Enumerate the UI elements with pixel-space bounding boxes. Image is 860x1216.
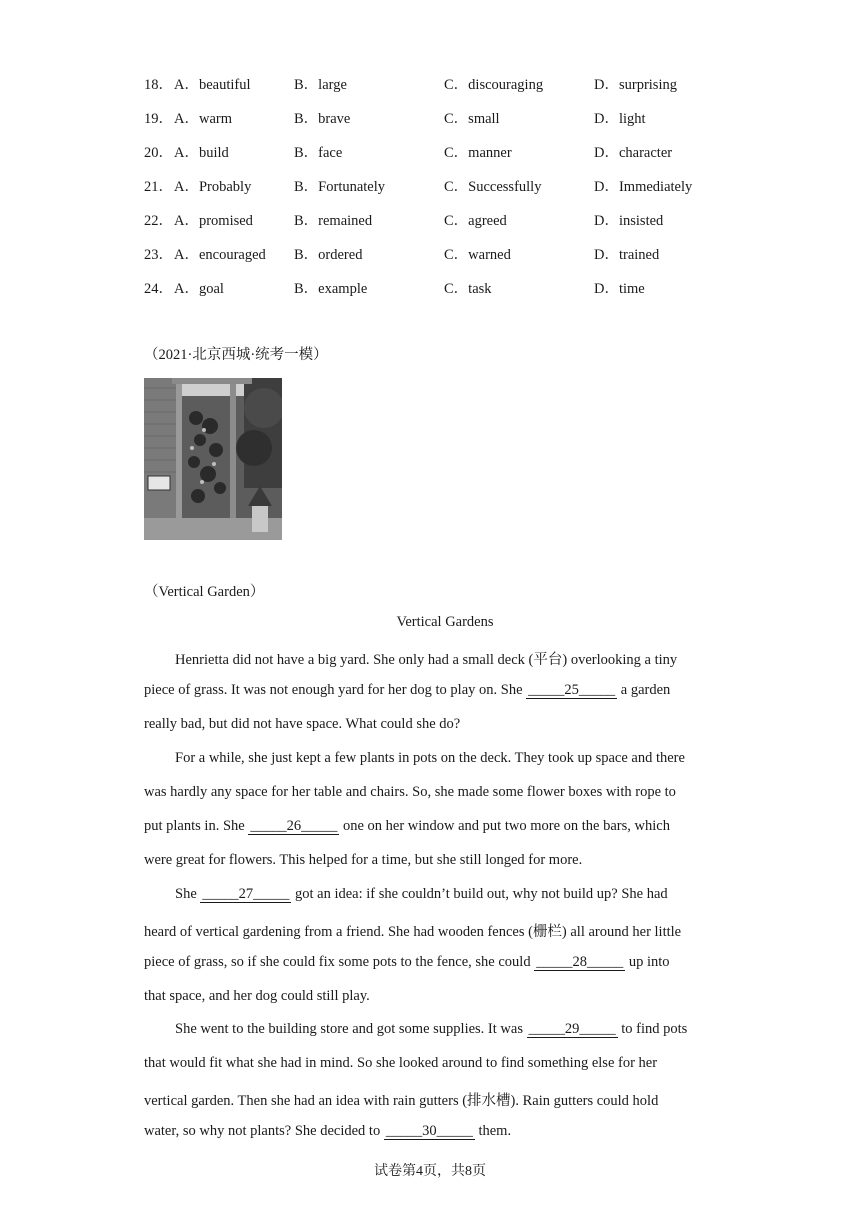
option-c: C．warned (444, 247, 511, 263)
option-a: A．encouraged (174, 247, 266, 263)
option-a: A．warm (174, 111, 232, 127)
question-row (144, 209, 744, 229)
line-text: She went to the building store and got some supplies. It was (175, 1021, 527, 1037)
line-text: a garden (617, 682, 671, 698)
option-d: D．Immediately (594, 179, 693, 195)
option-c: C．manner (444, 145, 512, 161)
blank-25: _____25_____ (528, 682, 616, 698)
line-text: that would fit what she had in mind. So she looked around to find something else for her (144, 1055, 658, 1071)
blank-26: _____26_____ (250, 818, 338, 834)
question-number: 20． (144, 145, 173, 161)
passage-line (144, 1089, 658, 1110)
question-row (144, 141, 744, 161)
line-text: really bad, but did not have space. What could she do? (144, 716, 461, 732)
option-a: A．goal (174, 281, 224, 297)
passage-line (144, 784, 676, 801)
passage-line (144, 852, 582, 869)
option-b: B．remained (294, 213, 373, 229)
option-c: C．task (444, 281, 492, 297)
passage-line (144, 920, 681, 941)
passage-line (144, 954, 670, 971)
passage-title: Vertical Gardens (396, 614, 494, 630)
image-caption: （Vertical Garden） (144, 584, 265, 600)
option-d: D．time (594, 281, 645, 297)
question-row (144, 277, 744, 297)
question-row (144, 243, 744, 263)
passage-line (175, 1021, 687, 1038)
question-number: 24． (144, 281, 173, 297)
blank-28: _____28_____ (536, 954, 624, 970)
line-text: water, so why not plants? She decided to (144, 1123, 384, 1139)
blank-29: _____29_____ (528, 1021, 616, 1037)
line-text: them. (474, 1123, 512, 1139)
passage-line (144, 682, 670, 699)
option-b: B．example (294, 281, 368, 297)
question-number: 23． (144, 247, 173, 263)
line-text: that space, and her dog could still play. (144, 988, 370, 1004)
question-row (144, 107, 744, 127)
option-d: D．surprising (594, 77, 677, 93)
line-text: For a while, she just kept a few plants in pots on the deck. They took up space and there (175, 750, 685, 766)
option-b: B．face (294, 145, 343, 161)
option-d: D．light (594, 111, 646, 127)
line-text: Henrietta did not have a big yard. She only had a small deck (平台) overlooking a tiny (175, 652, 678, 668)
blank-30: _____30_____ (385, 1123, 473, 1139)
question-number: 18． (144, 77, 173, 93)
passage-line (144, 716, 460, 733)
question-row (144, 175, 744, 195)
option-c: C．small (444, 111, 500, 127)
option-b: B．ordered (294, 247, 363, 263)
line-text: was hardly any space for her table and chairs. So, she made some flower boxes with rope to (144, 784, 676, 800)
passage-line (175, 648, 677, 669)
option-c: C．agreed (444, 213, 507, 229)
vertical-garden-photo (144, 378, 282, 540)
passage-line (144, 1123, 511, 1140)
passage-line (175, 750, 685, 767)
line-text: got an idea: if she couldn’t build out, why not build up? She had (291, 886, 668, 902)
line-text: piece of grass, so if she could fix some pots to the fence, she could (144, 954, 535, 970)
line-text: vertical garden. Then she had an idea with rain gutters (排水槽). Rain gutters could hold (144, 1093, 659, 1109)
option-b: B．Fortunately (294, 179, 386, 195)
line-text: She (175, 886, 201, 902)
option-d: D．character (594, 145, 673, 161)
option-d: D．trained (594, 247, 660, 263)
line-text: up into (625, 954, 670, 970)
line-text: one on her window and put two more on the bars, which (339, 818, 670, 834)
option-a: A．Probably (174, 179, 252, 195)
passage-line (144, 988, 370, 1005)
line-text: were great for flowers. This helped for a time, but she still longed for more. (144, 852, 583, 868)
source-note: （2021·北京西城·统考一模） (144, 347, 328, 363)
option-d: D．insisted (594, 213, 664, 229)
option-b: B．brave (294, 111, 351, 127)
question-number: 21． (144, 179, 173, 195)
line-text: piece of grass. It was not enough yard for her dog to play on. She (144, 682, 527, 698)
option-b: B．large (294, 77, 347, 93)
option-a: A．build (174, 145, 229, 161)
question-number: 22． (144, 213, 173, 229)
option-c: C．Successfully (444, 179, 542, 195)
blank-27: _____27_____ (202, 886, 290, 902)
question-row (144, 73, 744, 93)
line-text: heard of vertical gardening from a friend. She had wooden fences (栅栏) all around her little (144, 924, 682, 940)
line-text: put plants in. She (144, 818, 249, 834)
passage-line (175, 886, 668, 903)
question-number: 19． (144, 111, 173, 127)
line-text: to find pots (617, 1021, 688, 1037)
passage-line (144, 818, 670, 835)
page-footer: 试卷第4页，共8页 (374, 1164, 486, 1179)
option-c: C．discouraging (444, 77, 544, 93)
option-a: A．beautiful (174, 77, 251, 93)
passage-line (144, 1055, 657, 1072)
option-a: A．promised (174, 213, 253, 229)
